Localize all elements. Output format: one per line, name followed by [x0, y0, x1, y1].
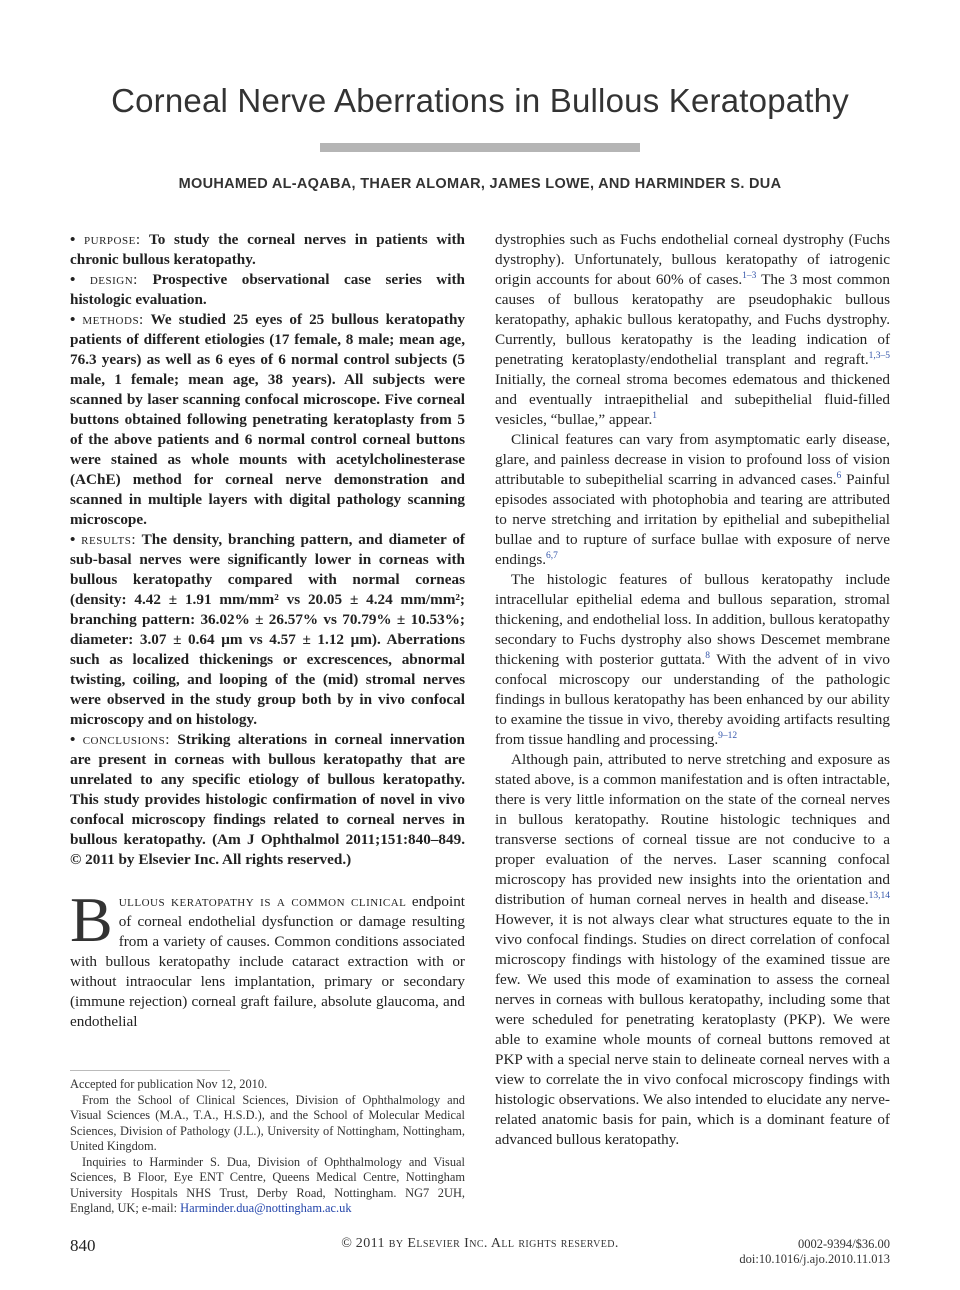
citation[interactable]: 8 — [705, 651, 710, 661]
paragraph-2: Clinical features can vary from asymptomatic early disease, glare, and painless decrease in vision to profound loss of vision attributable to subepithelial scarring in advanced cases.$^6$ Painful episodes associated with photophobia and tearing are attributed to nerve stretching and irritation by epithelial and subepithelial bullae and to rupture of surface bullae with exposure of nerve endings.$^{6,7}$ — [495, 431, 890, 568]
citation[interactable]: 6,7 — [546, 551, 558, 561]
conclusions-label: conclusions: — [82, 731, 170, 748]
abstract-purpose: • purpose: To study the corneal nerves in patients with chronic bullous keratopathy. — [70, 231, 466, 268]
citation[interactable]: 9–12 — [718, 731, 738, 741]
results-label: results: — [81, 531, 137, 548]
paragraph-1: dystrophies such as Fuchs endothelial corneal dystrophy (Fuchs dystrophy). Unfortunately, bullous keratopathy of iatrogenic origin accounts for about 60% of cases.$^{1-3}$ The 3 most common causes of bullous keratopathy are pseudophakic bullous keratopathy, aphakic bullous keratopathy, and Fuchs dystrophy. Currently, bullous keratopathy is the leading indication of penetrating keratoplasty/endothelial transplant and regraft.$^{1,3-5}$ Initially, the corneal stroma becomes edematous and thickened and eventually intraepithelial and subepithelial fluid-filled vesicles, “bullae,” appear.$^1$ — [495, 231, 890, 428]
citation[interactable]: 6 — [836, 471, 842, 481]
purpose-label: purpose: — [84, 231, 141, 248]
citation[interactable]: 1–3 — [742, 271, 757, 281]
footnotes — [70, 1077, 465, 1217]
issn-doi — [739, 1237, 890, 1267]
paragraph-3: The histologic features of bullous keratopathy include intracellular epithelial edema and bullous separation, stromal thickening, and endothelial loss. In addition, bullous keratopathy secondary to Fuchs dystrophy also shows Descemet membrane thickening with posterior guttata.$^8$ With the advent of in vivo confocal microscopy our understanding of the pathologic findings in bullous keratopathy has been enhanced by our ability to examine the tissue in vivo, thereby avoiding artifacts resulting from tissue handling and processing.$^{9-12}$ — [495, 571, 890, 748]
introduction — [70, 884, 466, 1032]
page-number: 840 — [70, 1236, 96, 1255]
citation[interactable]: 1 — [652, 411, 658, 421]
design-label: design: — [89, 271, 138, 288]
footnote-affiliation: From the School of Clinical Sciences, Division of Ophthalmology and Visual Sciences (M.A., T.A., H.S.D.), and the School of Molecular Medical Sciences, Division of Pathology (J.L.), University of Nottingham, Nottingham, United Kingdom. — [70, 1092, 465, 1153]
right-column — [495, 230, 890, 1150]
methods-label: methods: — [82, 311, 144, 328]
copyright-symbol: © — [341, 1236, 353, 1251]
intro-lead: ullous keratopathy is a common clinical — [118, 893, 407, 910]
abstract-results: • results: The density, branching pattern, and diameter of sub-basal nerves were significantly lower in corneas with bullous keratopathy compared with normal corneas (density: 4.42 ± 1.91 mm/mm² vs 20.05 ± 4.24 mm/mm²; branching pattern: 36.02% ± 26.57% vs 70.79% ± 10.53%; diameter: 3.07 ± 0.64 μm vs 4.57 ± 1.12 μm). Aberrations such as localized thickenings or excrescences, abnormal twisting, coiling, and looping of the (mid) stromal nerves were observed in the study group both by in vivo confocal microscopy and on histology. — [70, 531, 465, 728]
footnote-inquiries: Inquiries to Harminder S. Dua, Division of Ophthalmology and Visual Sciences, B Floor, Eye ENT Centre, Queens Medical Centre, Nottingham University Hospitals NHS Trust, Derby Road, Nottingham. NG7 2UH, England, UK; e-mail: Harminder.dua@nottingham.ac.uk — [70, 1154, 465, 1215]
abstract — [70, 230, 465, 870]
citation[interactable]: 1,3–5 — [868, 351, 890, 361]
doi[interactable]: doi:10.1016/j.ajo.2010.11.013 — [739, 1252, 890, 1266]
issn: 0002-9394/$36.00 — [797, 1237, 890, 1251]
article-title: Corneal Nerve Aberrations in Bullous Keratopathy — [111, 82, 849, 119]
author-list: MOUHAMED AL-AQABA, THAER ALOMAR, JAMES LOWE, AND HARMINDER S. DUA — [178, 176, 782, 192]
abstract-methods: • methods: We studied 25 eyes of 25 bullous keratopathy patients of different etiologies (17 female, 8 male; mean age, 76.3 years) as well as 6 eyes of 6 normal control subjects (5 male, 1 female; mean age, 38 years). All subjects were scanned by laser scanning confocal microscope. Five corneal buttons obtained following penetrating keratoplasty from 5 of the above patients and 6 normal control corneal buttons were stained as whole mounts with acetylcholinesterase (AChE) method for corneal nerve demonstration and scanned in multiple layers with digital pathology scanning microscope. — [70, 311, 465, 528]
title-rule — [320, 143, 640, 152]
left-column — [70, 230, 465, 1032]
drop-cap: B — [70, 884, 113, 955]
footnote-accepted: Accepted for publication Nov 12, 2010. — [70, 1077, 268, 1091]
copyright-line: © 2011 by Elsevier Inc. All rights reserved. — [341, 1236, 619, 1251]
email-link[interactable]: Harminder.dua@nottingham.ac.uk — [180, 1201, 352, 1215]
paragraph-4: Although pain, attributed to nerve stretching and exposure as stated above, is a common manifestation and is often intractable, there is very little information on the state of the corneal nerves in bullous keratopathy. Routine histologic techniques and transverse sections of corneal tissue are not conducive to a proper evaluation of the nerves. Laser scanning confocal microscopy has provided new insights into the orientation and distribution of human corneal nerves in health and disease.$^{13,14}$ However, it is not always clear what structures equate to the in vivo confocal findings. Studies on direct correlation of confocal microscopy findings with histology of the examined tissue are few. We used this mode of examination to assess the corneal nerves in corneas with bullous keratopathy, including some that were scheduled for penetrating keratoplasty (PKP). We were able to examine whole mounts of corneal buttons removed at PKP with a special nerve stain to delineate corneal nerves with a view to correlate the in vivo confocal microscopy findings with histologic observations. We also intended to elucidate any nerve-related anatomic basis for pain, which is a dominant feature of advanced bullous keratopathy. — [495, 751, 890, 1148]
footnote-divider — [70, 1070, 230, 1071]
intro-text: endpoint of corneal endothelial dysfunction or damage resulting from a variety of causes. Common conditions associated with bullous keratopathy include cataract extraction with or without intraocular lens implantation, primary or secondary (immune rejection) corneal graft failure, absolute glaucoma, and endothelial — [70, 893, 466, 1030]
abstract-conclusions: • conclusions: Striking alterations in corneal innervation are present in corneas with bullous keratopathy that are unrelated to any specific etiology of bullous keratopathy. This study provides histologic confirmation of novel in vivo confocal microscopy findings related to corneal nerves in bullous keratopathy. (Am J Ophthalmol 2011;151:840–849. © 2011 by Elsevier Inc. All rights reserved.) — [70, 731, 465, 868]
abstract-design: • design: Prospective observational case series with histologic evaluation. — [70, 271, 466, 308]
citation[interactable]: 13,14 — [868, 891, 890, 901]
